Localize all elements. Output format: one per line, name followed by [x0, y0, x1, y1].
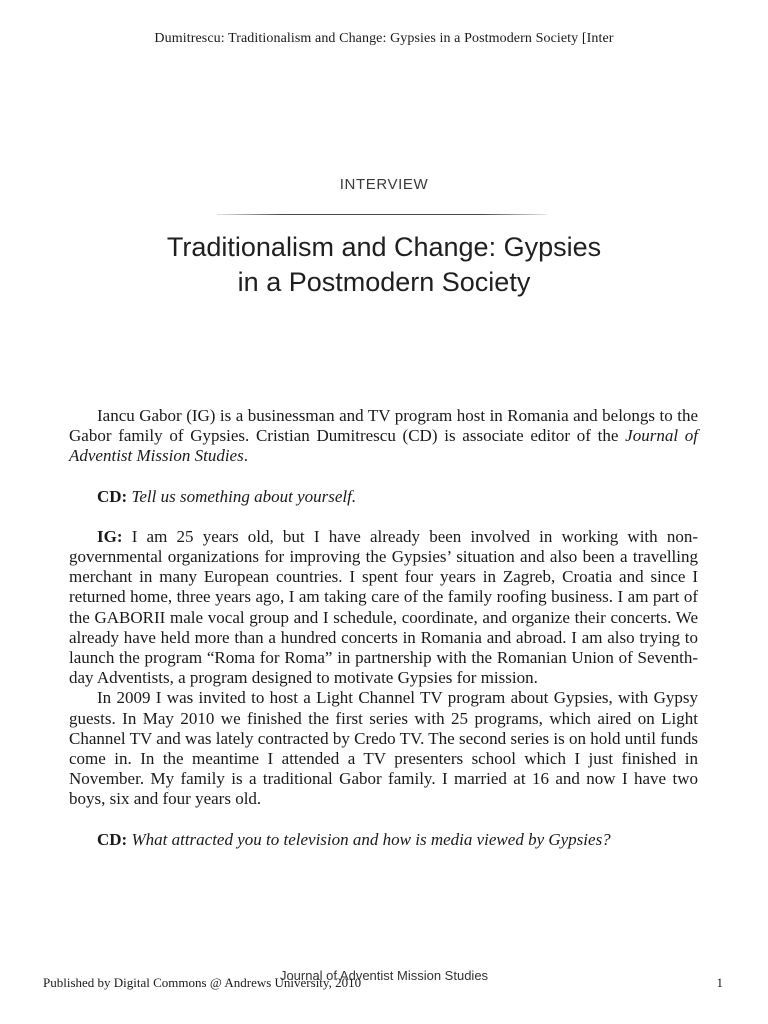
- article-title-line-2: in a Postmodern Society: [237, 267, 531, 297]
- answer-continuation-paragraph: In 2009 I was invited to host a Light Channel TV program about Gypsies, with Gypsy guests. In May 2010 we finished the first series with 25 programs, which aired on Light Channel TV and was lately contracted by Credo TV. The second series is on hold until funds come in. In the meantime I attended a TV presenters school which I just finished in November. My family is a traditional Gabor family. I married at 16 and now I have two boys, six and four years old.: [69, 688, 698, 809]
- article-title: [60, 230, 708, 300]
- speaker-label: IG:: [97, 526, 123, 546]
- intro-paragraph: [69, 406, 698, 467]
- answer-text: I am 25 years old, but I have already been involved in working with non-governmental organizations for improving the Gypsies’ situation and also been a travelling merchant in many European countries. I spent four years in Zagreb, Croatia and since I returned home, three years ago, I am taking care of the family roofing business. I am part of the GABORII male vocal group and I schedule, coordinate, and organize their concerts. We already have held more than a hundred concerts in Romania and abroad. I am also trying to launch the program “Roma for Roma” in partnership with the Romanian Union of Seventh-day Adventists, a program designed to motivate Gypsies for mission.: [69, 526, 699, 688]
- question-text: What attracted you to television and how is media viewed by Gypsies?: [131, 829, 611, 849]
- speaker-label: CD:: [97, 486, 128, 506]
- question-paragraph: [69, 487, 698, 507]
- article-body: [69, 406, 698, 850]
- page-number: 1: [716, 975, 723, 990]
- question-text: Tell us something about yourself.: [131, 486, 357, 506]
- journal-name: Journal of Adventist Mission Studies: [69, 426, 698, 466]
- footer-publisher: Published by Digital Commons @ Andrews University, 2010: [43, 975, 362, 990]
- intro-text-end: .: [243, 446, 248, 466]
- footer-journal-name: Journal of Adventist Mission Studies: [279, 968, 489, 983]
- intro-text: Iancu Gabor (IG) is a businessman and TV program host in Romania and belongs to the Gabor family of Gypsies. Cristian Dumitrescu (CD) is associate editor of the: [69, 406, 698, 446]
- question-paragraph: [69, 830, 698, 850]
- title-divider: [217, 214, 547, 215]
- running-head: Dumitrescu: Traditionalism and Change: Gypsies in a Postmodern Society [Inter: [154, 31, 614, 46]
- section-label: INTERVIEW: [339, 176, 429, 193]
- article-title-line-1: Traditionalism and Change: Gypsies: [166, 232, 602, 262]
- answer-paragraph: [69, 527, 698, 689]
- speaker-label: CD:: [97, 829, 128, 849]
